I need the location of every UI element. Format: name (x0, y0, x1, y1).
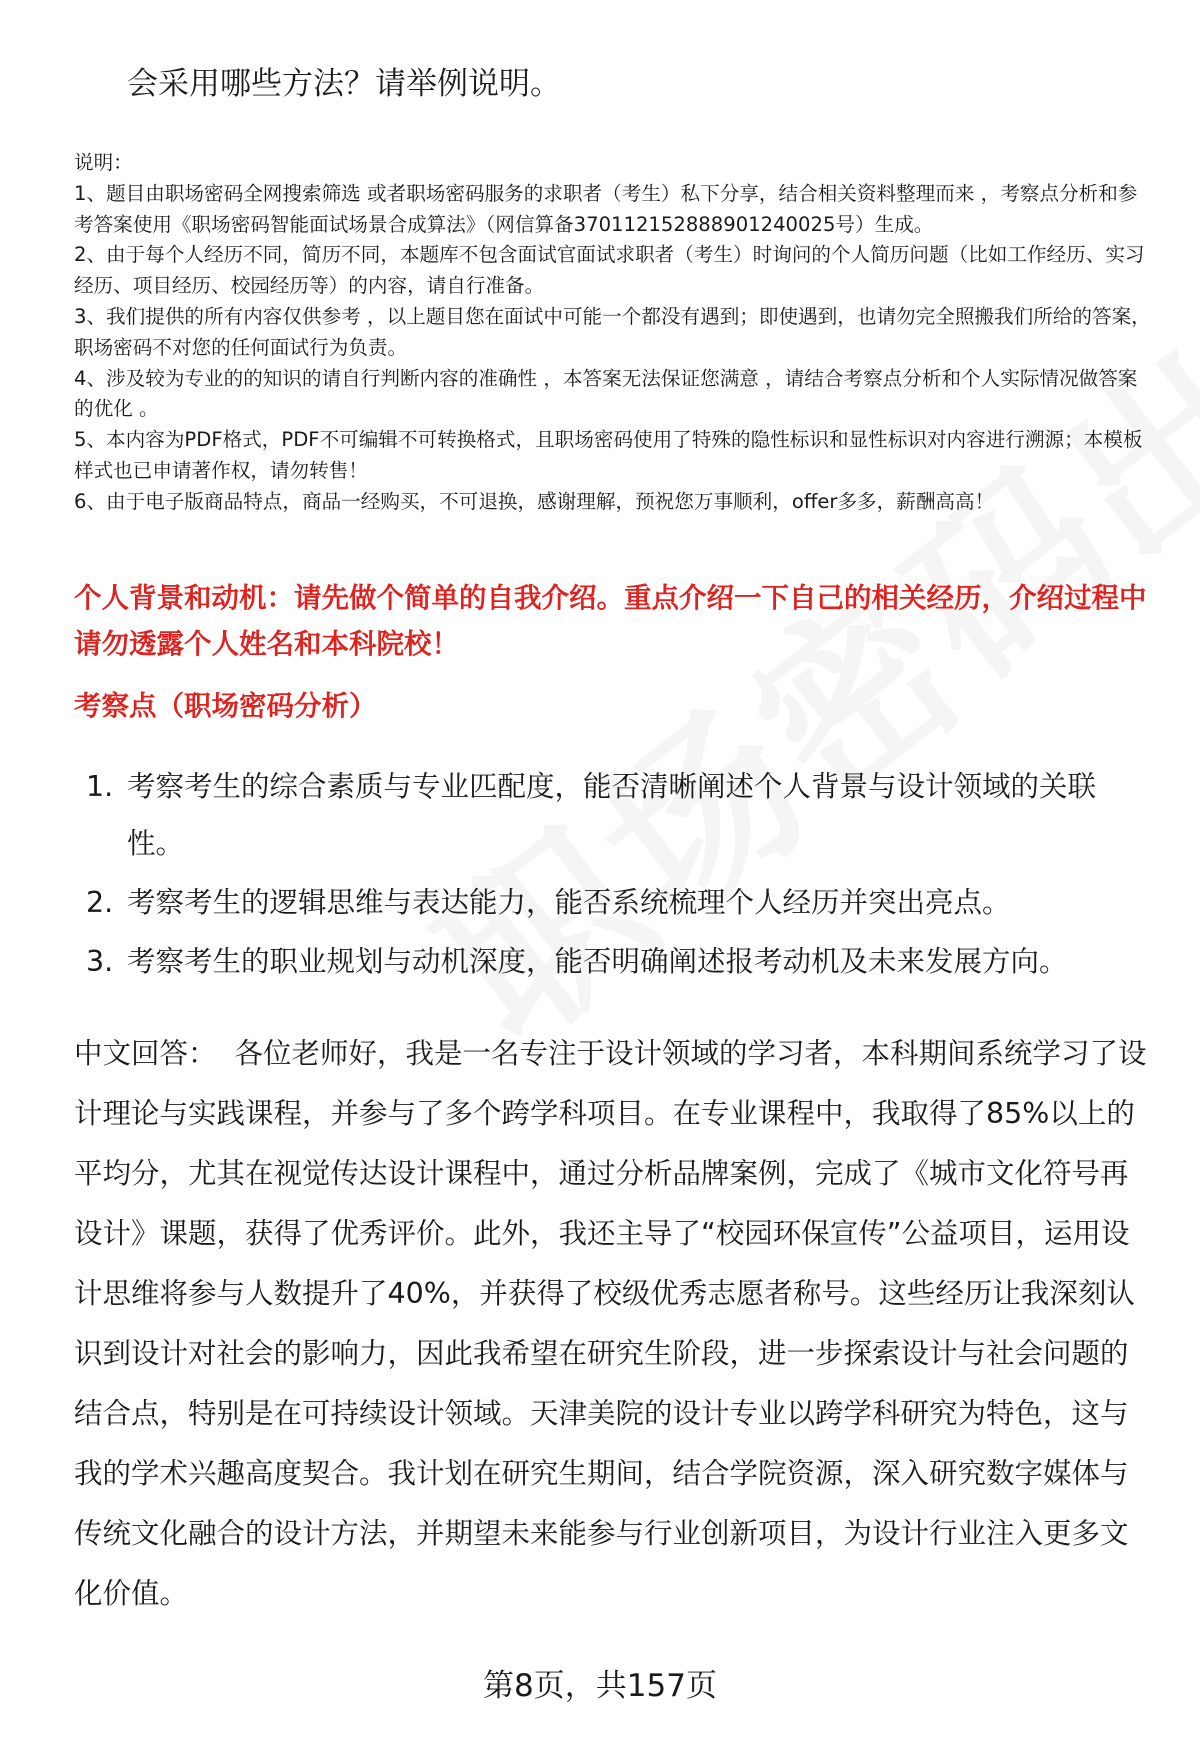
point-number: 1. (86, 770, 114, 803)
note-item: 5、本内容为PDF格式，PDF不可编辑不可转换格式，且职场密码使用了特殊的隐性标识和显性标识对内容进行溯源；本模板样式也已申请著作权，请勿转售！ (74, 428, 1143, 482)
note-item: 6、由于电子版商品特点，商品一经购买，不可退换，感谢理解，预祝您万事顺利，offer多多，薪酬高高！ (74, 489, 995, 513)
answer-text: 各位老师好，我是一名专注于设计领域的学习者，本科期间系统学习了设计理论与实践课程，并参与了多个跨学科项目。在专业课程中，我取得了85%以上的平均分，尤其在视觉传达设计课程中，通过分析品牌案例，完成了《城市文化符号再设计》课题，获得了优秀评价。此外，我还主导了“校园环保宣传”公益项目，运用设计思维将参与人数提升了40%，并获得了校级优秀志愿者称号。这些经历让我深刻认识到设计对社会的影响力，因此我希望在研究生阶段，进一步探索设计与社会问题的结合点，特别是在可持续设计领域。天津美院的设计专业以跨学科研究为特色，这与我的学术兴趣高度契合。我计划在研究生期间，结合学院资源，深入研究数字媒体与传统文化融合的设计方法，并期望未来能参与行业创新项目，为设计行业注入更多文化价值。 (74, 1037, 1147, 1610)
point-number: 2. (86, 886, 114, 919)
notes-section (74, 148, 1154, 518)
point-text: 考察考生的逻辑思维与表达能力，能否系统梳理个人经历并突出亮点。 (127, 886, 1011, 919)
point-text: 考察考生的综合素质与专业匹配度，能否清晰阐述个人背景与设计领域的关联性。 (127, 770, 1097, 860)
page-number: 第8页，共157页 (483, 1668, 717, 1704)
analysis-point (80, 874, 1150, 931)
analysis-points (80, 758, 1150, 992)
analysis-point (80, 758, 1150, 872)
interview-question: 个人背景和动机：请先做个简单的自我介绍。重点介绍一下自己的相关经历，介绍过程中请勿透露个人姓名和本科院校！ (74, 582, 1147, 660)
point-number: 3. (86, 945, 114, 978)
note-item: 1、题目由职场密码全网搜索筛选 或者职场密码服务的求职者（考生）私下分享，结合相关资料整理而来 ，考察点分析和参考答案使用《职场密码智能面试场景合成算法》（网信算备370112152888901240025号）生成。 (74, 181, 1138, 236)
point-text: 考察考生的职业规划与动机深度，能否明确阐述报考动机及未来发展方向。 (127, 945, 1068, 978)
notes-heading: 说明： (74, 151, 133, 174)
question-tail: 会采用哪些方法？请举例说明。 (127, 66, 561, 102)
analysis-point (80, 933, 1150, 990)
note-item: 4、涉及较为专业的的知识的请自行判断内容的准确性 ，本答案无法保证您满意 ，请结合考察点分析和个人实际情况做答案的优化 。 (74, 366, 1138, 421)
analysis-title: 考察点（职场密码分析） (74, 690, 377, 722)
answer-paragraph (74, 1024, 1154, 1624)
note-item: 3、我们提供的所有内容仅供参考 ，以上题目您在面试中可能一个都没有遇到；即使遇到，也请勿完全照搬我们所给的答案，职场密码不对您的任何面试行为负责。 (74, 304, 1151, 359)
answer-label: 中文回答： (74, 1037, 217, 1070)
note-item: 2、由于每个人经历不同，简历不同，本题库不包含面试官面试求职者（考生）时询问的个人简历问题（比如工作经历、实习经历、项目经历、校园经历等）的内容，请自行准备。 (74, 243, 1145, 298)
